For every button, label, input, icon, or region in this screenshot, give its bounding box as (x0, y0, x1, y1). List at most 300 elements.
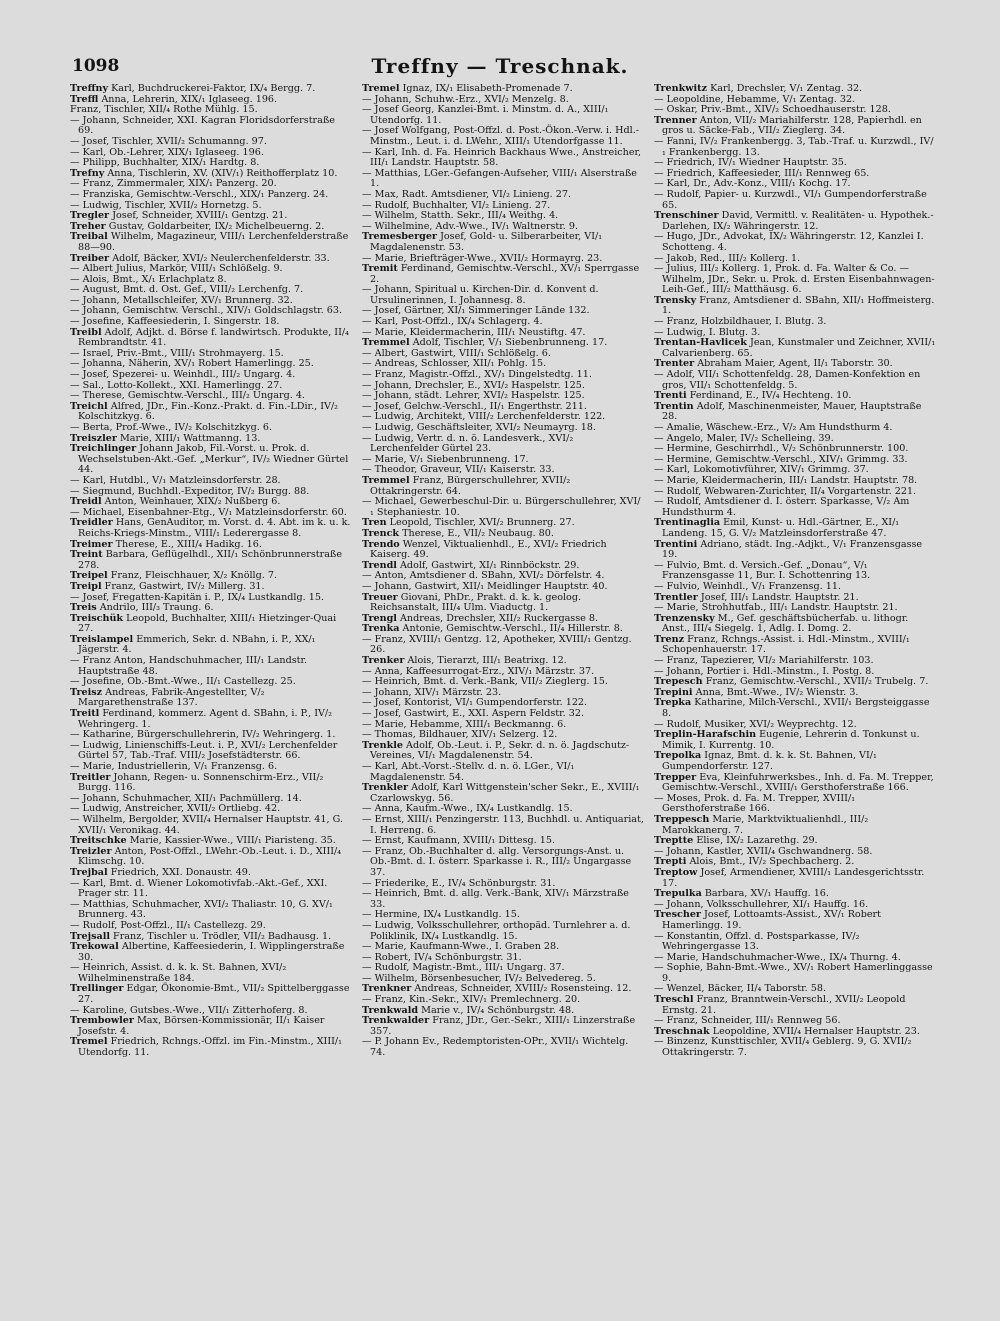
entry-surname: Tremmel (362, 337, 410, 349)
entry-text: — Marie, Briefträger-Wwe., XVII/₂ Hormayrg. 23. (362, 252, 603, 264)
entry-text: — Karl, Ob.-Lehrer, XIX/₁ Iglaseeg. 196. (70, 146, 264, 158)
entry-text: — Karl, Inh. d. Fa. Heinrich Backhaus Wwe., Anstreicher, III/₁ Landstr. Hauptstr. 58. (362, 146, 642, 169)
entry-text: — Friedrich, Kaffeesieder, III/₁ Rennweg 65. (654, 167, 870, 179)
entry-surname: Treitler (70, 771, 111, 783)
entry-text: — Johann, städt. Lehrer, XVI/₂ Haspelstr. 125. (362, 390, 585, 402)
entry-surname: Trensky (654, 294, 697, 306)
entry-surname: Trenkwald (362, 1004, 419, 1016)
entry-text: Adolf, Maschinenmeister, Mauer, Hauptstraße 28. (662, 400, 922, 423)
entry-text: Anna, Tischlerin, XV. (XIV/₁) Reithofferplatz 10. (107, 167, 338, 179)
directory-entry (362, 762, 644, 783)
entry-text: — Franz, Tapezierer, VI/₂ Mariahilferstr. 103. (654, 655, 874, 667)
entry-text: — Heinrich, Bmt. d. allg. Verk.-Bank, XIV/₁ Märzstraße 33. (362, 888, 629, 910)
directory-entry (362, 783, 644, 804)
entry-text: — Max, Radt. Amtsdiener, VI/₂ Linieng. 27. (362, 188, 572, 200)
entry-text: — Marie, Industriellerin, V/₁ Franzensg. 6. (70, 761, 278, 772)
entry-text: Franz, Amtsdiener d. SBahn, XII/₁ Hoffmeisterg. 1. (662, 294, 935, 317)
entry-text: — Franz, Ob.-Buchhalter d. allg. Versorgungs-Anst. u. Ob.-Bmt. d. I. österr. Sparkasse i. R., III/₂ Ungargasse 37. (362, 845, 632, 878)
entry-text: Abraham Maier, Agent, II/₁ Taborstr. 30. (697, 358, 893, 370)
entry-text: Adolf, Tischler, V/₁ Siebenbrunneng. 17. (412, 337, 608, 349)
column-right (654, 84, 936, 1244)
entry-text: — Rudolf, Amtsdiener d. I. österr. Sparkasse, V/₂ Am Hundsthurm 4. (654, 496, 910, 518)
entry-text: — Theodor, Graveur, VII/₁ Kaiserstr. 33. (362, 464, 555, 476)
directory-entry (70, 402, 352, 423)
entry-text: — Marie, V/₁ Siebenbrunneng. 17. (362, 453, 529, 465)
directory-entry (70, 879, 352, 900)
entry-surname: Treipl (70, 580, 102, 592)
directory-entry (70, 116, 352, 137)
entry-text: — Sal., Lotto-Kollekt., XXI. Hamerlingg. 27. (70, 379, 283, 391)
entry-text: — Rudolf, Musiker, XVI/₂ Weyprechtg. 12. (654, 718, 857, 730)
entry-text: Andreas, Drechsler, XII/₂ Ruckergasse 8. (400, 612, 599, 624)
directory-entry (654, 338, 936, 359)
entry-text: — Fanni, IV/₂ Frankenbergg. 3, Tab.-Traf. u. Kurzwdl., IV/₁ Frankenbergg. 13. (654, 135, 934, 158)
entry-text: Johann Jakob, Fil.-Vorst. u. Prok. d. Wechselstuben-Akt.-Gef. „Merkur“, IV/₂ Wiedner Gürtel 44. (78, 443, 349, 476)
directory-entry (70, 847, 352, 868)
directory-entry (654, 232, 936, 253)
entry-surname: Treibl (70, 326, 102, 338)
entry-text: Franz, Gastwirt, IV/₂ Millerg. 31. (104, 580, 265, 592)
entry-text: — Josef, Fregatten-Kapitän i. P., IX/₄ Lustkandlg. 15. (70, 591, 324, 603)
entry-surname: Tregler (70, 210, 110, 222)
directory-entry (70, 984, 352, 1005)
directory-entry (362, 540, 644, 561)
entry-text: Adolf, Gastwirt, XI/₁ Rinnböckstr. 29. (400, 559, 580, 571)
directory-entry (654, 1037, 936, 1058)
entry-text: Franz, Fleischhauer, X/₂ Knöllg. 7. (110, 570, 278, 582)
directory-entry (70, 1037, 352, 1058)
entry-text: — Robert, IV/₄ Schönburgstr. 31. (362, 951, 522, 963)
entry-surname: Treislampel (70, 633, 134, 645)
entry-text: — Karl, Post-Offzl., IX/₄ Schlagerg. 4. (362, 316, 543, 328)
entry-text: — Marie, Strohhutfab., III/₁ Landstr. Hauptstr. 21. (654, 602, 898, 614)
entry-text: — Hermine, IX/₄ Lustkandlg. 15. (362, 909, 520, 921)
entry-surname: Tremmel (362, 474, 410, 486)
entry-text: Elise, IX/₂ Lazarethg. 29. (696, 835, 818, 847)
directory-entry (70, 741, 352, 762)
entry-text: — Fulvio, Weinhdl., V/₁ Franzensg. 11. (654, 580, 841, 592)
entry-text: — Rudolf, Magistr.-Bmt., III/₁ Ungarg. 37. (362, 962, 565, 974)
entry-text: — Michael, Eisenbahner-Etg., V/₁ Matzleinsdorferstr. 60. (70, 506, 347, 518)
directory-entry (654, 751, 936, 772)
entry-text: — Ludwig, Anstreicher, XVII/₂ Ortliebg. 42. (70, 803, 281, 815)
entry-text: Leopold, Tischler, XVI/₂ Brunnerg. 27. (389, 517, 575, 529)
entry-text: Franz, Branntwein-Verschl., XVII/₂ Leopold Ernstg. 21. (662, 994, 906, 1016)
entry-text: Andreas, Schneider, XVIII/₂ Rosensteing. 12. (414, 983, 632, 995)
entry-text: Wilhelm, Magazineur, VIII/₁ Lerchenfelderstraße 88—90. (78, 231, 349, 253)
entry-text: Max, Börsen-Kommissionär, II/₁ Kaiser Josefstr. 4. (78, 1015, 325, 1037)
directory-entry (654, 698, 936, 719)
entry-text: Karl, Drechsler, V/₁ Zentag. 32. (710, 84, 863, 94)
entry-text: — Hugo, JDr., Advokat, IX/₂ Währingerstr. 12, Kanzlei I. Schotteng. 4. (654, 231, 924, 253)
entry-text: Marie v., IV/₄ Schönburgstr. 48. (421, 1004, 575, 1016)
directory-entry (70, 232, 352, 253)
page-number: 1098 (72, 56, 120, 76)
entry-text: Ferdinand, E., IV/₄ Hechteng. 10. (689, 390, 852, 402)
directory-entry (362, 285, 644, 306)
directory-entry (654, 402, 936, 423)
directory-entry (362, 1037, 644, 1058)
directory-entry (654, 773, 936, 794)
directory-entry (654, 370, 936, 391)
entry-text: — Michael, Gewerbeschul-Dir. u. Bürgerschullehrer, XVI/₁ Stephaniestr. 10. (362, 496, 641, 518)
directory-entry (362, 169, 644, 190)
directory-entry (654, 497, 936, 518)
entry-surname: Tremel (70, 1036, 108, 1048)
entry-text: — Rudolf, Buchhalter, VI/₂ Linieng. 27. (362, 199, 551, 211)
entry-text: Anna, Lehrerin, XIX/₁ Iglaseeg. 196. (101, 93, 278, 105)
directory-entry (362, 635, 644, 656)
directory-entry (654, 614, 936, 635)
entry-text: — Wilhelmine, Adv.-Wwe., IV/₁ Waltnerstr. 9. (362, 220, 579, 232)
directory-entry (654, 190, 936, 211)
entry-surname: Treptte (654, 835, 694, 847)
entry-text: — Johann, Schuhw.-Erz., XVI/₂ Menzelg. 8. (362, 93, 569, 105)
entry-text: — Philipp, Buchhalter, XIX/₁ Hardtg. 8. (70, 157, 260, 169)
entry-surname: Treschnak (654, 1025, 710, 1037)
entry-text: Anton, Weinhauer, XIX/₂ Nußberg 6. (104, 496, 281, 508)
entry-text: — Johann, Volksschullehrer, XI/₁ Hauffg. 16. (654, 898, 869, 910)
entry-text: — Johann, Spiritual u. Kirchen-Dir. d. Konvent d. Ursulinerinnen, I. Johannesg. 8. (362, 284, 599, 306)
entry-text: M., Gef. geschäftsbücherfab. u. lithogr. Anst., III/₄ Siegelg. 1, Adlg. I. Domg. 2. (662, 612, 909, 635)
entry-text: — Hermine, Gemischtw.-Verschl., XIV/₁ Grimmg. 33. (654, 453, 908, 465)
entry-text: Antonie, Gemischtw.-Verschl., II/₄ Hillerstr. 8. (402, 623, 623, 635)
entry-surname: Treidl (70, 496, 102, 508)
entry-text: — Ludwig, Linienschiffs-Leut. i. P., XVI/₂ Lerchenfelder Gürtel 57, Tab.-Traf. VIII/₂ Josefstädterstr. 66. (70, 739, 338, 762)
entry-text: — Hermine, Geschirrhdl., V/₂ Schönbrunnerstr. 100. (654, 443, 909, 455)
directory-entry (70, 688, 352, 709)
directory-entry (362, 847, 644, 879)
entry-text: — Karl, Lokomotivführer, XIV/₁ Grimmg. 37. (654, 464, 869, 476)
entry-surname: Treppesch (654, 813, 710, 825)
entry-text: — Franz, Kin.-Sekr., XIV/₁ Premlechnerg. 20. (362, 994, 581, 1006)
directory-entry (70, 635, 352, 656)
entry-text: — Franziska, Gemischtw.-Verschl., XIX/₁ Panzerg. 24. (70, 188, 329, 200)
entry-surname: Trenka (362, 623, 400, 635)
entry-text: — Anton, Amtsdiener d. SBahn, XVI/₂ Dörfelstr. 4. (362, 570, 605, 582)
directory-entry (654, 868, 936, 889)
entry-text: — Andreas, Schlosser, XII/₁ Pohlg. 15. (362, 358, 547, 370)
entry-text: — Alois, Bmt., X/₁ Erlachplatz 8. (70, 273, 227, 285)
entry-surname: Trenti (654, 390, 687, 402)
entry-surname: Trentin (654, 400, 694, 412)
entry-text: — Josef, Tischler, XVII/₂ Schumanng. 97. (70, 135, 267, 147)
directory-entry (654, 815, 936, 836)
entry-surname: Trenkner (362, 983, 412, 995)
entry-surname: Treiszler (70, 432, 117, 444)
entry-text: Giovani, PhDr., Prakt. d. k. k. geolog. Reichsanstalt, III/₄ Ulm. Viaductg. 1. (370, 591, 582, 614)
entry-surname: Trejsall (70, 930, 110, 942)
entry-text: Anna, Bmt.-Wwe., IV/₂ Wienstr. 3. (695, 686, 859, 698)
entry-text: — Thomas, Bildhauer, XIV/₁ Selzerg. 12. (362, 729, 558, 741)
entry-text: Marie, XIII/₁ Wattmanng. 13. (119, 432, 261, 444)
directory-entry (654, 995, 936, 1016)
directory-entry (362, 434, 644, 455)
entry-text: Ferdinand, Gemischtw.-Verschl., XV/₁ Sperrgasse 2. (370, 263, 640, 285)
entry-surname: Treitl (70, 708, 100, 720)
entry-surname: Trendo (362, 538, 400, 550)
entry-text: Ignaz, Bmt. d. k. k. St. Bahnen, VI/₁ Gumpendorferstr. 127. (662, 750, 877, 772)
entry-surname: Tremesberger (362, 231, 437, 243)
entry-text: — Israel, Priv.-Bmt., VIII/₁ Strohmayerg. 15. (70, 347, 284, 359)
entry-surname: Trenker (362, 655, 405, 667)
entry-text: Adolf, Ob.-Leut. i. P., Sekr. d. n. ö. Jagdschutz-Vereines, VI/₁ Magdalenenstr. 54. (370, 739, 630, 762)
entry-text: — Moses, Prok. d. Fa. M. Trepper, XVIII/₁ Gersthoferstraße 166. (654, 792, 856, 815)
entry-text: Josef, Gold- u. Silberarbeiter, VI/₁ Magdalenenstr. 53. (370, 231, 603, 253)
entry-text: — Josef, Gärtner, XI/₁ Simmeringer Lände 132. (362, 305, 590, 317)
entry-text: — Fulvio, Bmt. d. Versich.-Gef. „Donau“, V/₁ Franzensgasse 11, Bur. I. Schottenring 13. (654, 559, 871, 582)
entry-surname: Tremel (362, 84, 400, 94)
entry-text: — Ludwig, Tischler, XVII/₂ Hornetzg. 5. (70, 199, 262, 211)
entry-surname: Treibal (70, 231, 108, 243)
entry-text: Emil, Kunst- u. Hdl.-Gärtner, E., XI/₁ Landeng. 15, G. V/₂ Matzleinsdorferstraße 47. (662, 517, 900, 539)
entry-text: Ferdinand, kommerz. Agent d. SBahn, i. P., IV/₂ Wehringerg. 1. (78, 708, 333, 730)
entry-text: Franz, Gemischtw.-Verschl., XVII/₂ Trubelg. 7. (705, 676, 929, 688)
directory-entry (362, 126, 644, 147)
entry-text: Josef, Schneider, XVIII/₁ Gentzg. 21. (112, 210, 288, 222)
directory-entry (70, 614, 352, 635)
entry-text: — Josef, Spezerei- u. Weinhdl., III/₂ Ungarg. 4. (70, 369, 296, 381)
entry-text: — Wilhelm, Börsenbesucher, IV/₂ Belvedereg. 5. (362, 972, 596, 984)
column-middle (362, 84, 644, 1244)
entry-text: — Wilhelm, Bergolder, XVII/₄ Hernalser Hauptstr. 41, G. XVII/₁ Veronikag. 44. (70, 813, 343, 836)
entry-surname: Treimer (70, 538, 113, 550)
entry-surname: Trescher (654, 909, 701, 921)
directory-entry (654, 794, 936, 815)
entry-surname: Trepesch (654, 676, 703, 688)
entry-surname: Treis (70, 602, 97, 614)
entry-text: — Franz, Schneider, III/₁ Rennweg 56. (654, 1015, 841, 1027)
directory-entry (70, 518, 352, 539)
entry-surname: Trentinaglia (654, 517, 721, 529)
entry-text: — Franz, Magistr.-Offzl., XV/₁ Dingelstedtg. 11. (362, 369, 592, 381)
entry-surname: Trentler (654, 591, 698, 603)
directory-entry (362, 815, 644, 836)
entry-text: — Johann, Drechsler, E., XVI/₂ Haspelstr. 125. (362, 379, 585, 391)
entry-text: Marie, Kassier-Wwe., VIII/₁ Piaristeng. 35. (129, 835, 336, 847)
entry-text: — Therese, Gemischtw.-Verschl., III/₂ Ungarg. 4. (70, 390, 305, 402)
directory-entry (362, 264, 644, 285)
entry-text: Wenzel, Viktualienhdl., E., XVI/₂ Friedrich Kaiserg. 49. (370, 538, 607, 561)
entry-text: — Josef Wolfgang, Post-Offzl. d. Post.-Ökon.-Verw. i. Hdl.-Minstm., Leut. i. d. LWehr., XIII/₁ Utendorfgasse 11. (362, 125, 640, 147)
entry-text: — Sophie, Bahn-Bmt.-Wwe., XV/₁ Robert Hamerlinggasse 9. (654, 962, 933, 984)
directory-columns (70, 84, 936, 1244)
entry-text: — Jakob, Red., III/₂ Kollerg. 1. (654, 252, 801, 264)
entry-text: — Marie, Hebamme, XIII/₁ Beckmanng. 6. (362, 718, 567, 730)
entry-text: Alfred, JDr., Fin.-Konz.-Prakt. d. Fin.-LDir., IV/₂ Kolschitzkyg. 6. (78, 400, 339, 423)
entry-surname: Treplin-Harafschin (654, 729, 757, 741)
entry-surname: Treidler (70, 517, 113, 529)
entry-text: Friedrich, Rchngs.-Offzl. im Fin.-Minstm., XIII/₁ Utendorfg. 11. (78, 1036, 342, 1059)
entry-text: — Karl, Bmt. d. Wiener Lokomotivfab.-Akt.-Gef., XXI. Prager str. 11. (70, 877, 328, 900)
entry-text: — Ludwig, I. Blutg. 3. (654, 326, 761, 338)
entry-surname: Treffl (70, 93, 99, 105)
directory-entry (70, 656, 352, 677)
entry-text: — Johann, Gastwirt, XII/₁ Meidlinger Hauptstr. 40. (362, 580, 608, 592)
entry-text: Barbara, Geflügelhdl., XII/₁ Schönbrunnerstraße 278. (78, 549, 342, 571)
entry-text: Emmerich, Sekr. d. NBahn, i. P., XX/₁ Jägerstr. 4. (78, 633, 316, 656)
entry-surname: Treiber (70, 252, 110, 264)
entry-surname: Trenzensky (654, 612, 715, 624)
entry-text: Leopold, Buchhalter, XIII/₁ Hietzinger-Quai 27. (78, 612, 337, 635)
entry-text: Therese, E., XIII/₄ Hadikg. 16. (115, 538, 262, 550)
entry-text: — August, Bmt. d. Ost. Gef., VIII/₂ Lerchenfg. 7. (70, 284, 304, 296)
directory-entry (654, 116, 936, 137)
directory-entry (654, 296, 936, 317)
directory-entry (70, 942, 352, 963)
entry-text: Marie, Marktviktualienhdl., III/₂ Marokkanerg. 7. (662, 813, 869, 836)
entry-text: — Marie, Kleidermacherin, III/₁ Neustiftg. 47. (362, 326, 586, 338)
directory-entry (70, 328, 352, 349)
entry-text: — Karoline, Gutsbes.-Wwe., VII/₁ Zitterhoferg. 8. (70, 1004, 308, 1016)
entry-text: — Julius, III/₂ Kollerg. 1, Prok. d. Fa. Walter & Co. — Wilhelm, JDr., Sekr. u. Prok. d. Ersten Eisenbahnwagen-Leih-Gef., III/₂ Matthäusg. 6. (654, 263, 935, 296)
directory-entry (654, 211, 936, 232)
entry-text: Josef, Lottoamts-Assist., XV/₁ Robert Hamerlingg. 19. (662, 909, 881, 931)
page-header (0, 56, 1000, 82)
directory-entry (654, 518, 936, 539)
entry-text: — Johann, Schuhmacher, XII/₁ Pachmüllerg. 14. (70, 792, 302, 804)
entry-text: Josef, III/₁ Landstr. Hauptstr. 21. (700, 591, 859, 603)
entry-text: — Ludwig, Volksschullehrer, orthopäd. Turnlehrer a. d. Poliklinik, IX/₄ Lustkandlg. 15. (362, 919, 631, 942)
entry-text: — Oskar, Priv.-Bmt., XIV/₂ Schoedhauserstr. 128. (654, 104, 891, 116)
entry-surname: Tren (362, 517, 387, 529)
entry-surname: Trejbal (70, 866, 108, 878)
entry-text: — Josefine, Kaffeesiederin, I. Singerstr. 18. (70, 316, 280, 328)
entry-text: Edgar, Ökonomie-Bmt., VII/₂ Spittelberggasse 27. (78, 983, 350, 1006)
entry-surname: Treschl (654, 994, 694, 1006)
entry-text: Ignaz, IX/₁ Elisabeth-Promenade 7. (402, 84, 573, 94)
entry-text: — Matthias, LGer.-Gefangen-Aufseher, VIII/₁ Alserstraße 1. (362, 167, 637, 190)
entry-surname: Trepti (654, 856, 687, 868)
entry-text: Therese, E., VII/₂ Neubaug. 80. (402, 527, 554, 539)
directory-entry (654, 540, 936, 561)
directory-entry (654, 730, 936, 751)
entry-text: — Leopoldine, Hebamme, V/₁ Zentag. 32. (654, 93, 856, 105)
entry-surname: Treizler (70, 845, 112, 857)
entry-text: — Johann, Kastler, XVII/₄ Gschwandnerg. 58. (654, 845, 873, 857)
directory-entry (362, 593, 644, 614)
entry-text: — Johann, Schneider, XXI. Kagran Floridsdorferstraße 69. (70, 114, 335, 137)
entry-text: Albertine, Kaffeesiederin, I. Wipplingerstraße 30. (78, 941, 345, 963)
entry-text: — Adolf, VII/₁ Schottenfeldg. 28, Damen-Konfektion en gros, VII/₁ Schottenfeldg. 5. (654, 369, 921, 391)
entry-text: — Rudolf, Webwaren-Zurichter, II/₄ Vorgartenstr. 221. (654, 485, 917, 497)
entry-text: — Ludwig, Vertr. d. n. ö. Landesverk., XVI/₂ Lerchenfelder Gürtel 23. (362, 432, 574, 455)
entry-text: — Marie, Kaufmann-Wwe., I. Graben 28. (362, 941, 560, 953)
entry-surname: Treischük (70, 612, 124, 624)
entry-text: — Ernst, Kaufmann, XVIII/₁ Dittesg. 15. (362, 835, 556, 847)
entry-text: — Anna, Kaufm.-Wwe., IX/₄ Lustkandlg. 15. (362, 803, 573, 815)
entry-text: Adriano, städt. Ing.-Adjkt., V/₁ Franzensgasse 19. (662, 538, 923, 561)
entry-surname: Treisz (70, 686, 103, 698)
directory-entry (70, 444, 352, 476)
entry-surname: Trenkwalder (362, 1015, 430, 1027)
entry-surname: Trembowler (70, 1015, 134, 1027)
directory-entry (70, 1016, 352, 1037)
directory-entry (362, 741, 644, 762)
entry-text: — Angelo, Maler, IV/₂ Schelleing. 39. (654, 432, 834, 444)
entry-surname: Treher (70, 220, 106, 232)
entry-surname: Treffny (70, 84, 109, 94)
entry-text: — Marie, Handschuhmacher-Wwe., IX/₄ Thurng. 4. (654, 951, 901, 963)
entry-text: — Karl, Hutdbl., V/₁ Matzleinsdorferstr. 28. (70, 474, 281, 486)
entry-text: Anton, VII/₂ Mariahilferstr. 128, Papierhdl. en gros u. Säcke-Fab., VII/₂ Zieglerg. 34. (662, 114, 922, 137)
entry-surname: Trepulka (654, 888, 702, 900)
entry-text: — Anna, Kaffeesurrogat-Erz., XIV/₁ Märzstr. 37. (362, 665, 595, 677)
entry-text: — Rudolf, Post-Offzl., II/₁ Castellezg. 29. (70, 919, 266, 931)
entry-text: Leopoldine, XVII/₄ Hernalser Hauptstr. 23. (712, 1025, 920, 1037)
entry-surname: Trendl (362, 559, 397, 571)
entry-text: — Berta, Prof.-Wwe., IV/₂ Kolschitzkyg. 6. (70, 422, 273, 433)
entry-text: — Josef, Gelchw.-Verschl., II/₁ Engerthstr. 211. (362, 400, 587, 412)
directory-entry (654, 635, 936, 656)
entry-text: Friedrich, XXI. Donaustr. 49. (110, 866, 251, 878)
entry-text: — Karl, Abt.-Vorst.-Stellv. d. n. ö. LGer., VI/₁ Magdalenenstr. 54. (362, 761, 575, 783)
entry-text: — Karl, Dr., Adv.-Konz., VIII/₁ Kochg. 17. (654, 178, 851, 190)
directory-entry (362, 105, 644, 126)
entry-text: — Johann, XIV/₁ Märzstr. 23. (362, 686, 502, 698)
entry-text: Andreas, Fabrik-Angestellter, V/₂ Margarethenstraße 137. (78, 686, 265, 709)
running-head: Treffny — Treschnak. (371, 54, 629, 78)
entry-text: — Franz, XVIII/₁ Gentzg. 12, Apotheker, XVIII/₁ Gentzg. 26. (362, 633, 632, 656)
entry-text: Alois, Bmt., IV/₂ Spechbacherg. 2. (689, 856, 855, 868)
directory-entry (70, 963, 352, 984)
entry-text: — Heinrich, Bmt. d. Verk.-Bank, VII/₂ Zieglerg. 15. (362, 676, 608, 688)
entry-text: Franz, Bürgerschullehrer, XVII/₂ Ottakringerstr. 64. (370, 474, 571, 497)
entry-text: — Friederike, E., IV/₄ Schönburgstr. 31. (362, 877, 556, 889)
entry-text: — Josef Georg, Kanzlei-Bmt. i. Minstm. d. A., XIII/₁ Utendorfg. 11. (362, 104, 609, 126)
entry-surname: Trepka (654, 697, 692, 709)
entry-surname: Treitschke (70, 835, 127, 847)
entry-surname: Trentini (654, 538, 698, 550)
entry-surname: Treuer (362, 591, 398, 603)
entry-surname: Trepper (654, 771, 697, 783)
entry-text: — Ludwig, Geschäftsleiter, XVI/₂ Neumayrg. 18. (362, 422, 596, 433)
entry-text: Franz, Tischler u. Trödler, VII/₂ Badhausg. 1. (113, 930, 332, 942)
directory-entry (70, 815, 352, 836)
directory-entry (362, 497, 644, 518)
entry-surname: Trepini (654, 686, 693, 698)
entry-text: — Josefine, Ob.-Bmt.-Wwe., II/₁ Castellezg. 25. (70, 676, 296, 688)
entry-text: — Katharine, Bürgerschullehrerin, IV/₂ Wehringerg. 1. (70, 729, 336, 741)
entry-surname: Trefny (70, 167, 105, 179)
entry-text: — Franz, Zimmermaler, XIX/₁ Panzerg. 20. (70, 178, 277, 190)
directory-entry (654, 963, 936, 984)
entry-text: — Wenzel, Bäcker, II/₄ Taborstr. 58. (654, 983, 826, 995)
entry-surname: Trentan-Havlicek (654, 337, 747, 349)
entry-text: Jean, Kunstmaler und Zeichner, XVII/₁ Calvarienberg. 65. (662, 337, 936, 359)
entry-surname: Tremit (362, 263, 398, 275)
entry-text: Adolf, Adjkt. d. Börse f. landwirtsch. Produkte, II/₄ Rembrandtstr. 41. (78, 326, 349, 349)
entry-surname: Trekowal (70, 941, 119, 953)
directory-entry (362, 1016, 644, 1037)
entry-text: Anton, Post-Offzl., LWehr.-Ob.-Leut. i. D., XIII/₄ Klimschg. 10. (78, 845, 342, 868)
directory-entry (362, 476, 644, 497)
directory-entry (654, 137, 936, 158)
entry-text: Franz, Rchngs.-Assist. i. Hdl.-Minstm., XVIII/₁ Schopenhauerstr. 17. (662, 633, 910, 656)
entry-text: — Marie, Kleidermacherin, III/₁ Landstr. Hauptstr. 78. (654, 474, 918, 486)
entry-surname: Treipel (70, 570, 108, 582)
entry-text: Franz, Tischler, XII/₄ Rothe Mühlg. 15. (70, 104, 258, 116)
entry-surname: Treichl (70, 400, 108, 412)
directory-entry (654, 561, 936, 582)
entry-text: Barbara, XV/₁ Hauffg. 16. (704, 888, 829, 900)
entry-text: Johann, Regen- u. Sonnenschirm-Erz., VII/₂ Burgg. 116. (78, 771, 324, 794)
entry-text: — Albert Julius, Markör, VIII/₁ Schlößelg. 9. (70, 263, 283, 275)
entry-text: David, Vermittl. v. Realitäten- u. Hypothek.-Darlehen, IX/₂ Währingerstr. 12. (662, 210, 934, 232)
entry-surname: Trenter (654, 358, 695, 370)
entry-text: Katharine, Milch-Verschl., XVII/₁ Bergsteiggasse 8. (662, 697, 930, 720)
entry-surname: Treichlinger (70, 443, 137, 455)
